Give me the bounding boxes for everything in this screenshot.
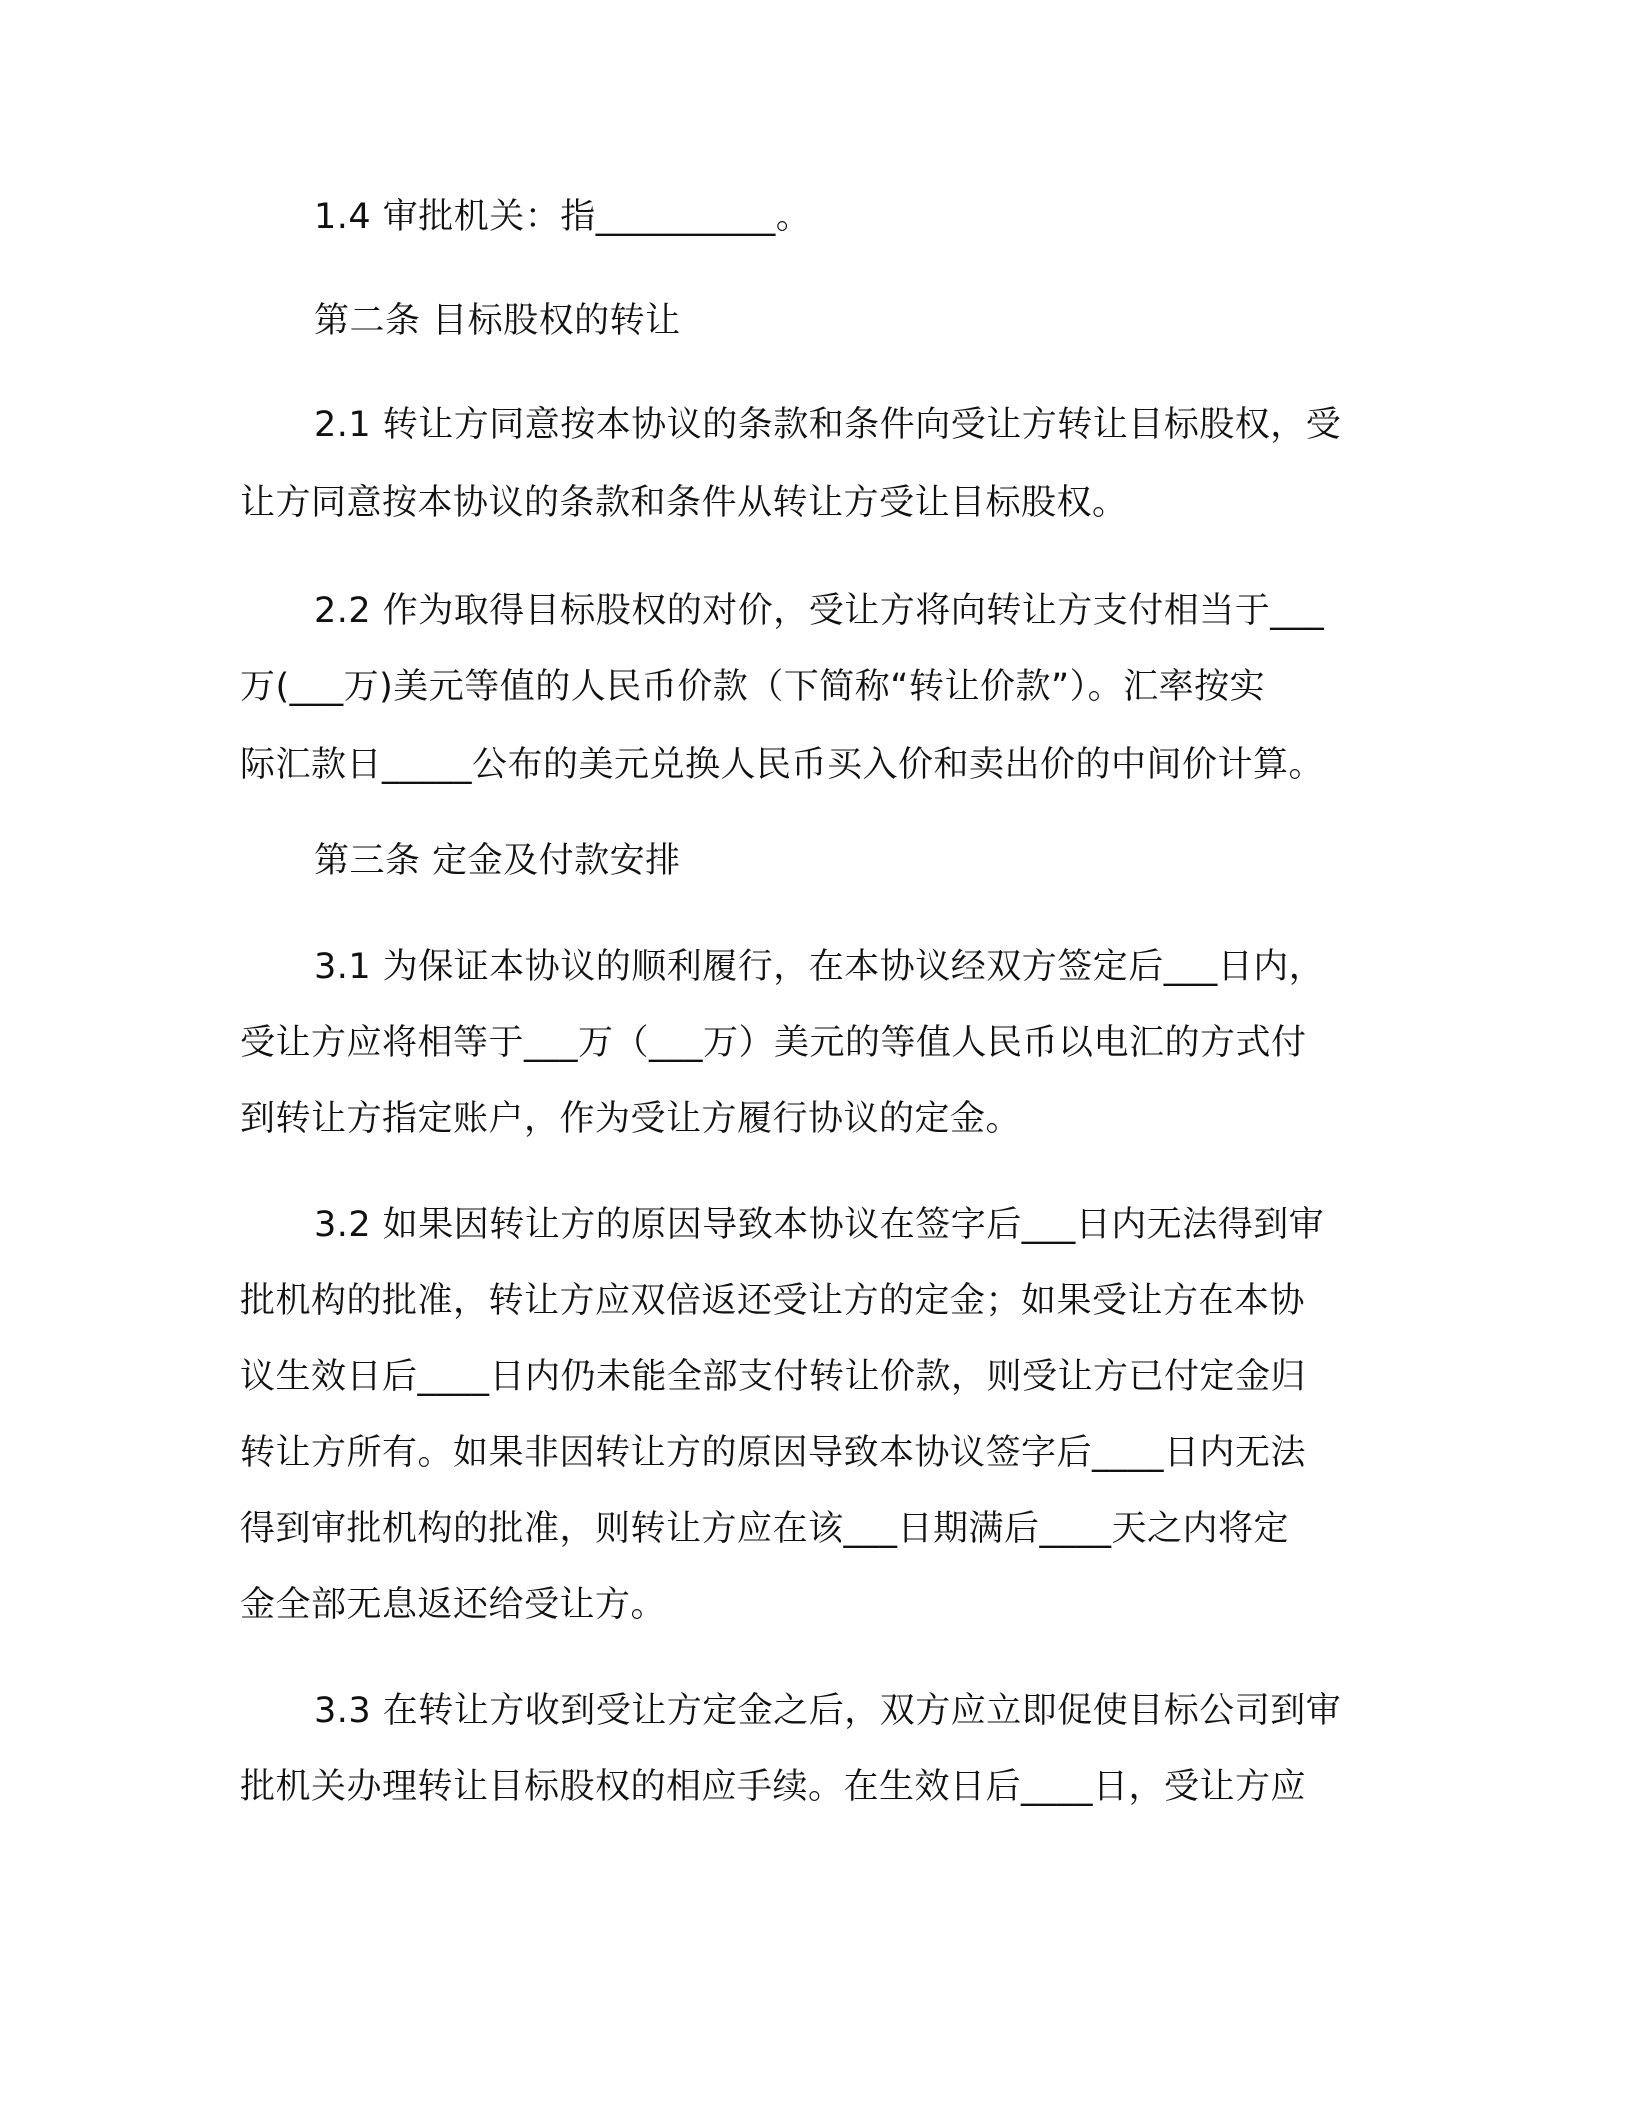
clause-3-1-line-1: 3.1 为保证本协议的顺利履行，在本协议经双方签定后___日内， <box>314 947 1325 987</box>
clause-3-2-line-4: 转让方所有。如果非因转让方的原因导致本协议签字后____日内无法 <box>240 1433 1307 1473</box>
clause-3-3-line-2: 批机关办理转让目标股权的相应手续。在生效日后____日，受让方应 <box>240 1767 1307 1807</box>
clause-3-3-line-1: 3.3 在转让方收到受让方定金之后，双方应立即促使目标公司到审 <box>314 1691 1342 1731</box>
clause-1-4: 1.4 审批机关：指__________。 <box>314 197 812 237</box>
clause-2-2-line-2: 万(___万)美元等值的人民币价款（下简称“转让价款”）。汇率按实 <box>240 667 1266 707</box>
clause-2-2-line-3: 际汇款日_____公布的美元兑换人民币买入价和卖出价的中间价计算。 <box>240 745 1325 785</box>
clause-3-1-line-2: 受让方应将相等于___万（___万）美元的等值人民币以电汇的方式付 <box>240 1023 1307 1063</box>
clause-3-1-line-3: 到转让方指定账户，作为受让方履行协议的定金。 <box>240 1099 1022 1139</box>
clause-3-2-line-2: 批机构的批准，转让方应双倍返还受让方的定金；如果受让方在本协 <box>240 1281 1306 1321</box>
clause-3-2-line-6: 金全部无息返还给受让方。 <box>240 1585 667 1625</box>
clause-3-2-line-1: 3.2 如果因转让方的原因导致本协议在签字后___日内无法得到审 <box>314 1205 1325 1245</box>
article-2-heading: 第二条 目标股权的转让 <box>314 301 681 341</box>
clause-2-2-line-1: 2.2 作为取得目标股权的对价，受让方将向转让方支付相当于___ <box>314 591 1325 631</box>
clause-2-1-line-1: 2.1 转让方同意按本协议的条款和条件向受让方转让目标股权，受 <box>314 405 1342 445</box>
article-3-heading: 第三条 定金及付款安排 <box>314 841 681 881</box>
clause-3-2-line-3: 议生效日后____日内仍未能全部支付转让价款，则受让方已付定金归 <box>240 1357 1307 1397</box>
clause-3-2-line-5: 得到审批机构的批准，则转让方应在该___日期满后____天之内将定 <box>240 1509 1290 1549</box>
clause-2-1-line-2: 让方同意按本协议的条款和条件从转让方受让目标股权。 <box>240 483 1128 523</box>
